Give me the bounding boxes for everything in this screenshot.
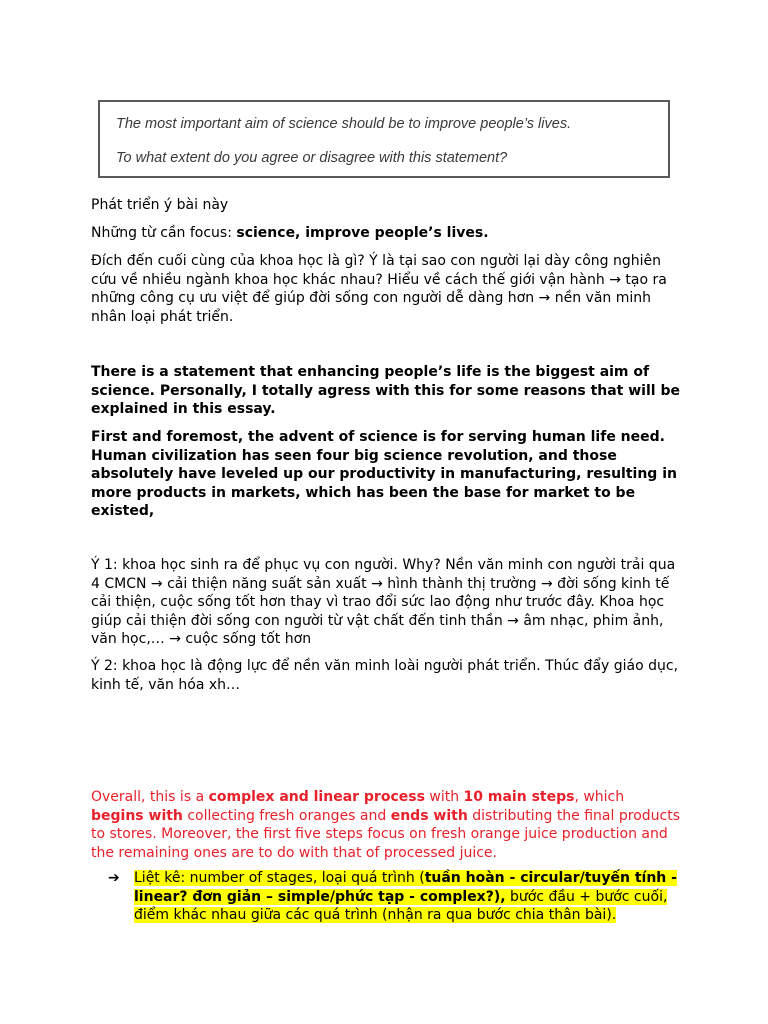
- prompt-line-1: The most important aim of science should be to improve people’s lives.: [116, 116, 572, 132]
- essay-intro: There is a statement that enhancing people’s life is the biggest aim of science. Personally, I totally agress with this for some reasons that will be explained in this essay.: [91, 364, 680, 417]
- focus-prefix: Những từ cần focus:: [91, 225, 237, 241]
- overview-text-1: Overall, this is a: [91, 789, 209, 805]
- prompt-line-2: To what extent do you agree or disagree with this statement?: [116, 150, 508, 166]
- overview-bold-3: begins with: [91, 807, 183, 824]
- bullet-bold: tuần hoàn - circular/tuyến tính - linear? đơn giản – simple/phức tạp - complex?),: [134, 870, 677, 905]
- arrow-bullet-icon: ➔: [108, 870, 120, 886]
- essay-prompt-box: [98, 100, 670, 178]
- overview-bold-2: 10 main steps: [463, 789, 575, 805]
- overview-bold-4: ends with: [390, 807, 468, 824]
- overview-text-2: with: [424, 789, 464, 805]
- bullet-text-1: Liệt kê: number of stages, loại quá trình (: [134, 870, 425, 886]
- question-paragraph: Đích đến cuối cùng của khoa học là gì? Ý là tại sao con người lại dày công nghiên cứu về nhiều ngành khoa học khác nhau? Hiểu về cách thế giới vận hành → tạo ra những công cụ ưu việt để giúp đời sống con người dễ dàng hơn → nền văn minh nhân loại phát triển.: [91, 253, 667, 325]
- overview-text-3: , which: [574, 789, 625, 805]
- overview-text-4: collecting fresh oranges and: [182, 807, 391, 824]
- notes-heading: Phát triển ý bài này: [91, 197, 229, 213]
- bullet-text: [134, 869, 679, 925]
- idea-2: Ý 2: khoa học là động lực để nền văn minh loài người phát triển. Thúc đẩy giáo dục, kinh tế, văn hóa xh…: [91, 658, 679, 693]
- focus-line: [91, 224, 681, 243]
- essay-body-1: First and foremost, the advent of science is for serving human life need. Human civilization has seen four big science revolution, and those absolutely have leveled up our productivity in manufacturing, resulting in more products in markets, which has been the base for market to be existed,: [91, 429, 677, 519]
- overview-text-5: distributing the final products to stores. Moreover, the first five steps focus on fresh orange juice production and the remaining ones are to do with that of processed juice.: [91, 807, 680, 861]
- idea-1: Ý 1: khoa học sinh ra để phục vụ con người. Why? Nền văn minh con người trải qua 4 CMCN → cải thiện năng suất sản xuất → hình thành thị trường → đời sống kinh tế cải thiện, cuộc sống tốt hơn thay vì trao đổi sức lao động như trước đây. Khoa học giúp cải thiện đời sống con người từ vật chất đến tinh thần → âm nhạc, phim ảnh, văn học,… → cuộc sống tốt hơn: [91, 557, 676, 647]
- overview-bold-1: complex and linear process: [208, 789, 425, 805]
- overview-paragraph: [91, 788, 681, 862]
- focus-keywords: science, improve people’s lives.: [236, 225, 489, 241]
- bullet-text-2: bước đầu + bước cuối, điểm khác nhau giữa các quá trình (nhận ra qua bước chia thân bài).: [134, 888, 668, 923]
